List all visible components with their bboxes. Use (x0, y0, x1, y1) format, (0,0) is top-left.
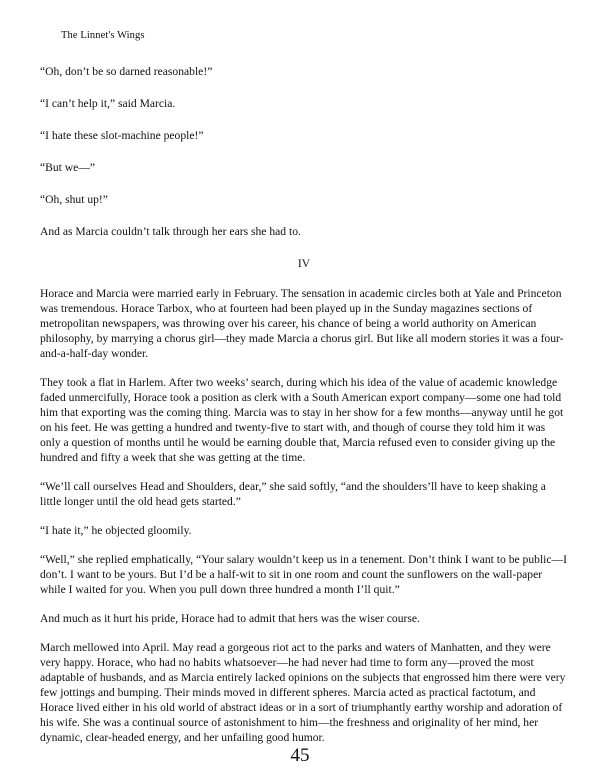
dialogue-line: “But we—” (40, 161, 96, 174)
dialogue-line: “Oh, don’t be so darned reasonable!” (40, 65, 213, 78)
dialogue-line: “Oh, shut up!” (40, 193, 108, 206)
dialogue-line: “I hate these slot-machine people!” (40, 129, 204, 142)
running-head: The Linnet's Wings (61, 30, 145, 41)
section-heading: IV (297, 257, 311, 270)
narration-line: And as Marcia couldn’t talk through her ears she had to. (40, 225, 301, 238)
paragraph: “We’ll call ourselves Head and Shoulders, dear,” she said softly, “and the shoulders’ll have to keep shaking a little longer until the old head gets started.” (40, 480, 546, 508)
paragraph: Horace and Marcia were married early in February. The sensation in academic circles both at Yale and Princeton was tremendous. Horace Tarbox, who at fourteen had been played up in the Sunday magazines sections of metropolitan newspapers, was throwing over his career, his chance of being a world authority on American philosophy, by marrying a chorus girl—they made Marcia a chorus girl. But like all modern stories it was a four-and-a-half-day wonder. (40, 287, 564, 360)
paragraph: And much as it hurt his pride, Horace had to admit that hers was the wiser course. (40, 612, 420, 625)
page-body (40, 64, 568, 759)
paragraph: March mellowed into April. May read a gorgeous riot act to the parks and waters of Manhatten, and they were very happy. Horace, who had no habits whatsoever—he had never had time to form any—proved the most adaptable of husbands, and as Marcia entirely lacked opinions on the subjects that engrossed him there were very few jottings and bumping. Their minds moved in different spheres. Marcia acted as practical factotum, and Horace lived either in his old world of abstract ideas or in a sort of triumphantly earthy worship and adoration of his wife. She was a continual source of astonishment to him—the freshness and originality of her mind, her dynamic, clear-headed energy, and her unfailing good humor. (40, 641, 566, 744)
paragraph: “Well,” she replied emphatically, “Your salary wouldn’t keep us in a tenement. Don’t think I want to be public—I don’t. I want to be yours. But I’d be a half-wit to sit in one room and count the sunflowers on the wall-paper while I waited for you. When you pull down three hundred a month I’ll quit.” (40, 553, 567, 596)
paragraph: “I hate it,” he objected gloomily. (40, 524, 192, 537)
page-number: 45 (290, 745, 310, 766)
dialogue-line: “I can’t help it,” said Marcia. (40, 97, 176, 110)
paragraph: They took a flat in Harlem. After two weeks’ search, during which his idea of the value of academic knowledge faded unmercifully, Horace took a position as clerk with a South American export company—some one had told him that exporting was the coming thing. Marcia was to stay in her show for a few months—anyway until he got on his feet. He was getting a hundred and twenty-five to start with, and though of course they told him it was only a question of months until he would be earning double that, Marcia refused even to consider giving up the hundred and fifty a week that she was getting at the time. (40, 376, 564, 464)
